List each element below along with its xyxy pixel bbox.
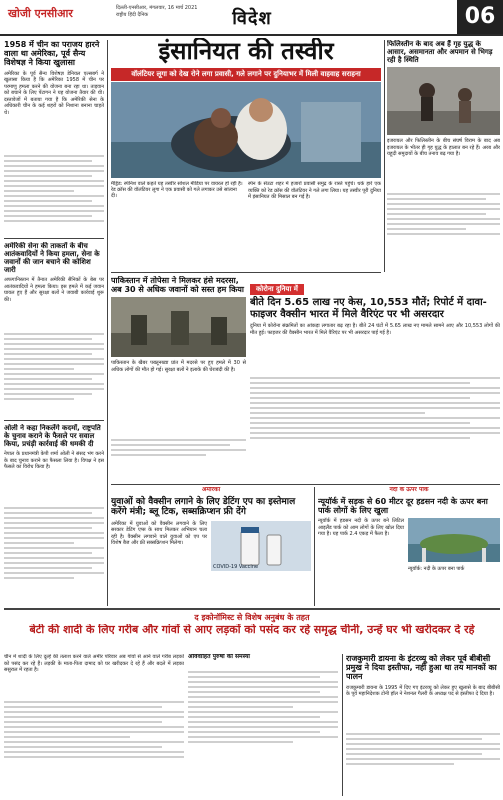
bbc-headline: राजकुमारी डायना के इंटरव्यू को लेकर पूर्व बीबीसी प्रमुख ने दिया इस्तीफा, नहीं हुआ था तय मानकों का पालन xyxy=(346,654,497,682)
right-top-body: इजरायल और फिलिस्तीन के बीच संघर्ष विराम के बाद अब इजरायल के भीतर ही गृह युद्ध के हालात बन रहे हैं। अरब और यहूदी समुदायों के बीच तनाव बढ़ गया है। xyxy=(387,138,500,158)
left-top-article xyxy=(4,40,104,235)
newspaper-brand: खोजी एनसीआर xyxy=(8,7,73,20)
america-headline: युवाओं को वैक्सीन लगाने के लिए डेटिंग एप का इस्तेमाल करेंगे मंत्री; ब्लू टिक, सब्सक्रिप्शन फ्री देंगे xyxy=(111,496,296,518)
masthead xyxy=(0,0,503,36)
park-image xyxy=(408,518,500,562)
main-photo xyxy=(111,82,381,178)
pak-article xyxy=(111,276,246,481)
left-mid-article xyxy=(4,242,104,417)
bbc-body: राजकुमारी डायना के 1995 में दिए गए इंटरव्यू को लेकर हुए खुलासे के बाद बीबीसी के पूर्व महानिदेशक टोनी हॉल ने नेशनल गैलरी के अध्यक्ष पद से इस्तीफा दे दिया है। xyxy=(346,684,500,698)
article-headline: अमेरिकी सेना की ताकतों के बीच आतंकवादियों ने किया हमला, सेना के जवानों की जान बचाने की कोशिश जारी xyxy=(4,242,100,275)
left-low-article xyxy=(4,424,104,606)
main-body-block xyxy=(248,181,381,269)
right-top-article xyxy=(387,40,500,272)
bottom-body: चीन में शादी के लिए दूल्हे की तलाश करने वाले अमीर परिवार अब गांवों से आने वाले गरीब लड़कों को पसंद कर रहे हैं। लड़की के माता-पिता दामाद को घर खरीदकर दे रहे हैं और बदले में लड़का ससुराल में रहता है। xyxy=(4,654,184,673)
military-image xyxy=(111,297,246,357)
vaccine-photo xyxy=(211,521,311,571)
main-subhead: वॉलंटियर लूगा को देख रोने लगा प्रवासी, गले लगाने पर दुनियाभर में मिली वाहवाह सराहना xyxy=(111,68,381,81)
section-title: विदेश xyxy=(232,8,272,29)
article-headline: 1958 में चीन का पराजय हारने वाला था अमेरिका, पूर्व सैन्य विशेषज्ञ ने किया खुलासा xyxy=(4,40,100,68)
main-caption-block xyxy=(111,181,243,269)
edition-sub: राष्ट्रीय हिंदी दैनिक xyxy=(116,12,149,18)
newyork-article xyxy=(318,487,500,606)
newyork-caption: न्यूयॉर्क: नदी के ऊपर बना पार्क xyxy=(408,566,465,573)
main-photo-caption: मैड्रिड: स्पेनिश वाले कहते यह तस्वीर सोशल मीडिया पर वायरल हो रही है। रेड क्रॉस की वॉलंटियर लूगा ने एक प्रवासी को गले लगाकर उसे सांत्वना दी। xyxy=(111,181,243,199)
bottom-body-left xyxy=(4,654,184,796)
corona-body: दुनिया में कोरोना संक्रमितों का आंकड़ा लगातार बढ़ रहा है। बीते 24 घंटों में 5.65 लाख नए मामले सामने आए और 10,553 लोगों की मौत हुई। फाइजर की वैक्सीन भारत में मिले वैरिएंट पर भी असरदार पाई गई है। xyxy=(250,323,500,336)
edition-date: दिल्ली-एनसीआर, मंगलवार, 16 मार्च 2021 xyxy=(116,5,198,11)
right-top-headline: फिलिस्तीन के बाद अब हैं गृह युद्ध के आसार, असमानता और अपमान से भिगड़ रही है स्थिति xyxy=(387,40,493,65)
pak-headline: पाकिस्तान में तोपेसा ने मिलकर हंसे मदरसा, अब 30 से अधिक जवानों को सस्त हम किया xyxy=(111,276,244,295)
main-body: स्पेन के सेउटा शहर में हजारों प्रवासी समुद्र के रास्ते पहुंचे। थके हारे एक व्यक्ति को रेड क्रॉस की वॉलंटियर ने गले लगा लिया। यह तस्वीर पूरी दुनिया में इंसानियत की मिसाल बन गई है। xyxy=(248,181,381,200)
pak-photo xyxy=(111,297,246,357)
bottom-article xyxy=(4,624,500,648)
pak-body: पाकिस्तान के खैबर पख्तूनख्वा प्रांत में मदरसे पर हुए हमले में 30 से अधिक लोगों की मौत हो गई। सुरक्षा बलों ने इलाके की घेराबंदी की है। xyxy=(111,360,246,373)
america-article xyxy=(111,487,311,606)
vaccine-label: COVID-19 Vaccine xyxy=(213,563,259,570)
corona-tag: कोरोना दुनिया में xyxy=(250,284,304,295)
article-headline: ओली ने कहा निकलेंगे कदमों, राष्ट्रपति के चुनाव कराने के फैसले पर सवाल किया, प्रचंड़ी कार्रवाई की धमकी दी xyxy=(4,424,101,449)
bbc-article xyxy=(346,654,500,796)
corona-article xyxy=(250,276,500,481)
article-body: अमेरिका के पूर्व सैन्य विशेषज्ञ डेनियल एल्सबर्ग ने खुलासा किया है कि अमेरिका 1958 में चीन पर परमाणु हमला करने की योजना बना रहा था। ताइवान को बचाने के लिए पेंटागन ने यह योजना तैयार की थी। दस्तावेजों में बताया गया है कि अमेरिकी सेना के अधिकारी चीन के कई शहरों को निशाना बनाना चाहते थे। xyxy=(4,70,104,116)
newyork-headline: न्यूयॉर्क में सड़क से 60 मीटर दूर हडसन नदी के ऊपर बना पार्क लोगों के लिए खुला xyxy=(318,496,488,516)
bottom-body-mid xyxy=(188,654,338,796)
article-body: अफगानिस्तान में तैनात अमेरिकी सैनिकों के बेस पर आतंकवादियों ने हमला किया। इस हमले में कई जवान घायल हुए हैं और सुरक्षा बलों ने जवाबी कार्रवाई शुरू की। xyxy=(4,277,104,303)
right-top-photo xyxy=(387,67,500,135)
bottom-headline: बेटी की शादी के लिए गरीब और गांवों से आए लड़कों को पसंद कर रहे समृद्ध चीनी, उन्हें घर भी खरीदकर दे रहे xyxy=(29,624,475,636)
america-kicker: अमेरिका xyxy=(201,487,221,493)
rescue-hug-image xyxy=(111,82,381,178)
article-body: नेपाल के प्रधानमंत्री केपी शर्मा ओली ने संसद भंग करने के बाद चुनाव कराने का फैसला लिया है। विपक्ष ने इस फैसले का विरोध किया है। xyxy=(4,451,104,471)
main-headline: इंसानियत की तस्वीर xyxy=(158,38,334,65)
page-number: 06 xyxy=(457,0,503,34)
riot-image xyxy=(387,67,500,135)
newyork-kicker: नदी के ऊपर पार्क xyxy=(389,487,429,493)
corona-headline: बीते दिन 5.65 लाख नए केस, 10,553 मौतें; रिपोर्ट में दावा- फाइजर वैक्सीन भारत में मिले वैरिएंट पर भी असरदार xyxy=(250,297,487,320)
america-body: अमेरिका में युवाओं को वैक्सीन लगवाने के लिए सरकार डेटिंग एप्स के साथ मिलकर अभियान चला रही है। वैक्सीन लगवाने वाले युवाओं को एप पर विशेष बैज और फ्री सब्सक्रिप्शन मिलेगा। xyxy=(111,520,207,547)
partner-banner: द इकोनॉमिस्ट से विशेष अनुबंध के तहत xyxy=(194,613,310,622)
newyork-body: न्यूयॉर्क में हडसन नदी के ऊपर बने लिटिल आइलैंड पार्क को आम लोगों के लिए खोल दिया गया है। यह पार्क 2.4 एकड़ में फैला है। xyxy=(318,518,404,538)
bottom-subhead: अविवाहित पुरुषों की समस्या xyxy=(188,654,250,660)
